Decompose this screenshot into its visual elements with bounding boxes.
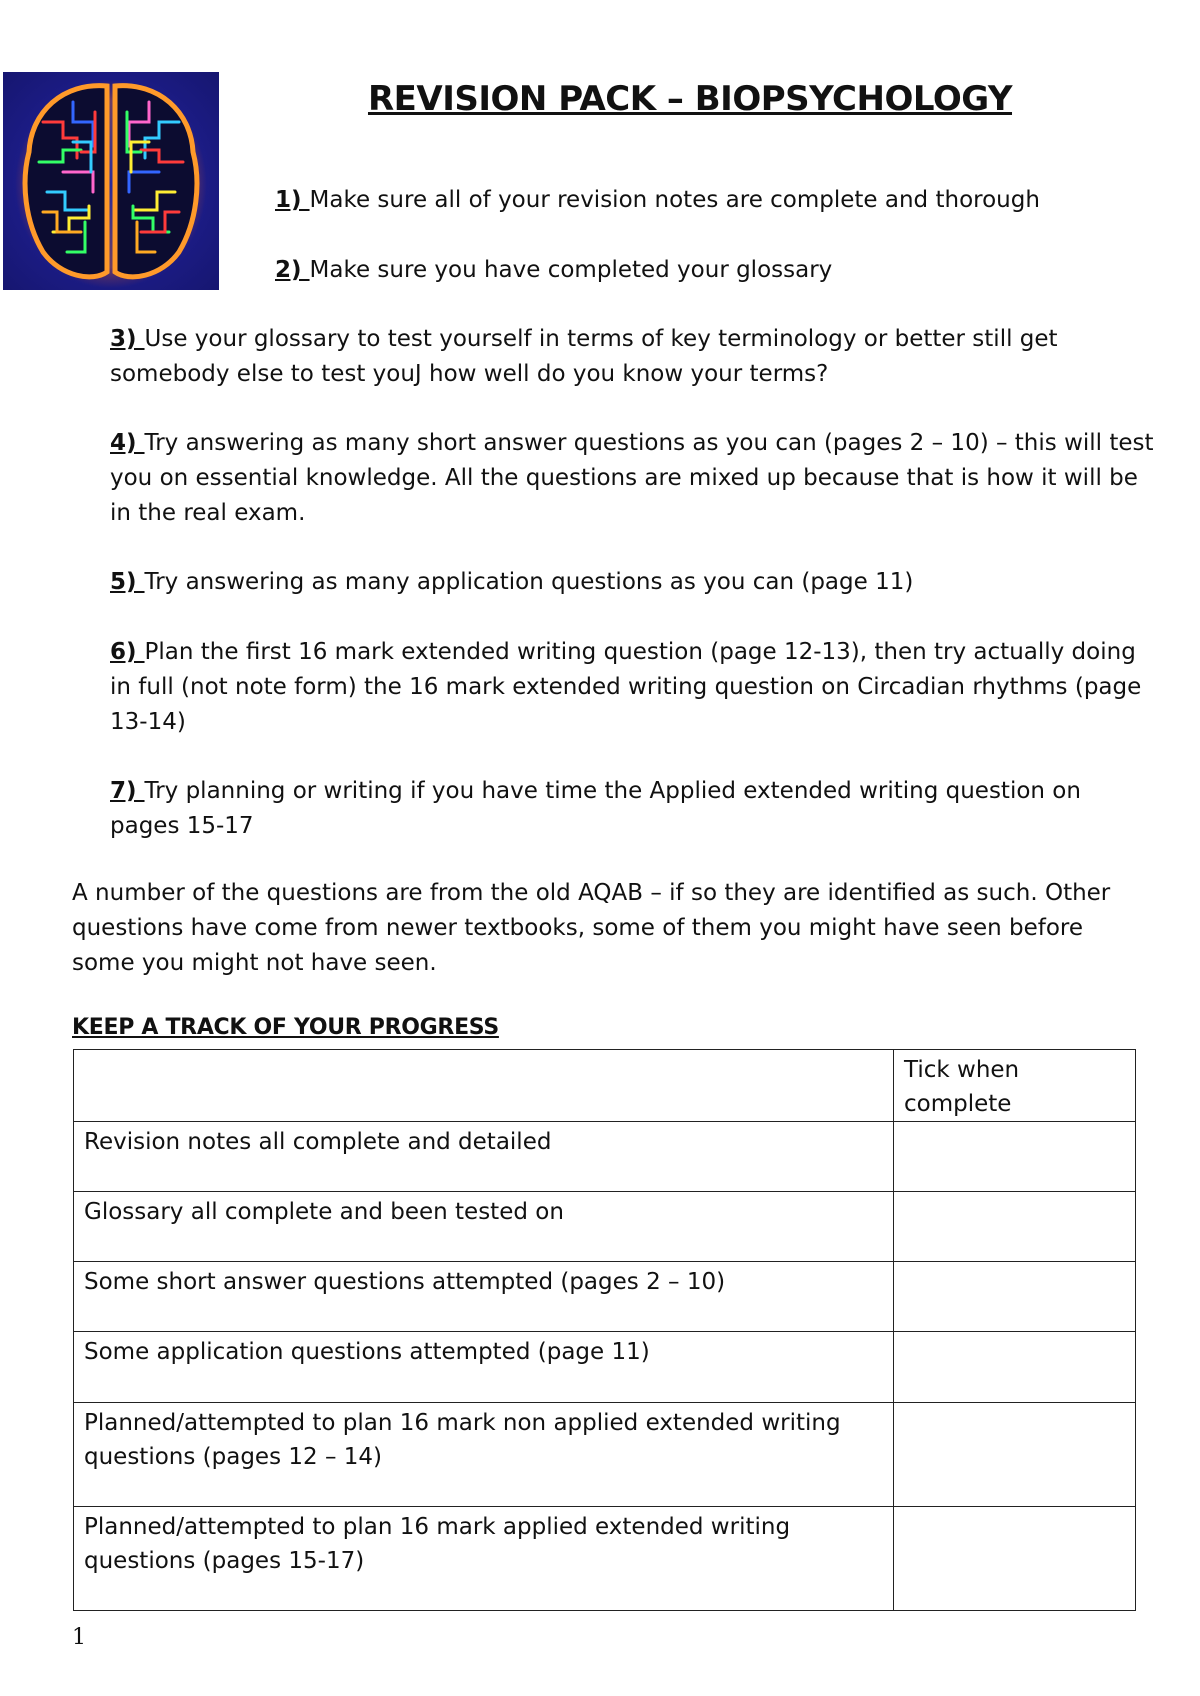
instruction-text: Make sure all of your revision notes are complete and thorough <box>309 187 1040 213</box>
instruction-text: Try answering as many application questions as you can (page 11) <box>144 569 914 595</box>
instruction-number: 1) <box>275 187 310 213</box>
note-paragraph: A number of the questions are from the old AQAB – if so they are identified as such. Other questions have come from newer textbooks, some of them you might have seen before some you might not have seen. <box>72 880 1111 976</box>
task-cell: Planned/attempted to plan 16 mark non applied extended writing questions (pages 12 – 14) <box>74 1403 894 1507</box>
table-row <box>74 1262 1136 1332</box>
task-cell: Revision notes all complete and detailed <box>74 1122 894 1192</box>
instruction-item-7 <box>110 774 1155 844</box>
tick-cell[interactable] <box>894 1332 1136 1403</box>
task-cell: Some application questions attempted (page 11) <box>74 1332 894 1403</box>
table-row <box>74 1403 1136 1507</box>
table-header-tick: Tick when complete <box>894 1050 1136 1122</box>
instruction-number: 4) <box>110 430 145 456</box>
brain-circuit-icon <box>3 72 219 290</box>
instruction-number: 7) <box>110 778 145 804</box>
tick-cell[interactable] <box>894 1507 1136 1611</box>
instruction-item-3 <box>110 322 1155 392</box>
instruction-text: Use your glossary to test yourself in terms of key terminology or better still get somebody else to test youJ how well do you know your terms? <box>110 326 1058 387</box>
table-row <box>74 1507 1136 1611</box>
instruction-text: Plan the first 16 mark extended writing question (page 12-13), then try actually doing in full (not note form) the 16 mark extended writing question on Circadian rhythms (page 13-14) <box>110 639 1142 735</box>
instruction-number: 2) <box>275 257 310 283</box>
instruction-item-1 <box>275 183 1155 218</box>
progress-heading: KEEP A TRACK OF YOUR PROGRESS <box>72 1015 499 1040</box>
progress-table <box>73 1049 1136 1611</box>
tick-cell[interactable] <box>894 1192 1136 1262</box>
instruction-text: Try planning or writing if you have time the Applied extended writing question on pages 15-17 <box>110 778 1081 839</box>
instruction-number: 6) <box>110 639 145 665</box>
instruction-text: Try answering as many short answer questions as you can (pages 2 – 10) – this will test you on essential knowledge. All the questions are mixed up because that is how it will be in the real exam. <box>110 430 1154 526</box>
instruction-number: 3) <box>110 326 145 352</box>
instruction-item-2 <box>275 253 1155 288</box>
tick-cell[interactable] <box>894 1262 1136 1332</box>
table-header-task <box>74 1050 894 1122</box>
instruction-text: Make sure you have completed your glossary <box>309 257 833 283</box>
task-cell: Some short answer questions attempted (pages 2 – 10) <box>74 1262 894 1332</box>
page-title: REVISION PACK – BIOPSYCHOLOGY <box>367 79 1013 119</box>
page-number: 1 <box>72 1625 86 1650</box>
table-header-row <box>74 1050 1136 1122</box>
tick-cell[interactable] <box>894 1403 1136 1507</box>
instruction-item-6 <box>110 635 1155 740</box>
instruction-number: 5) <box>110 569 145 595</box>
table-row <box>74 1192 1136 1262</box>
instruction-item-4 <box>110 426 1155 531</box>
tick-cell[interactable] <box>894 1122 1136 1192</box>
instruction-item-5 <box>110 565 1155 600</box>
task-cell: Planned/attempted to plan 16 mark applied extended writing questions (pages 15-17) <box>74 1507 894 1611</box>
table-row <box>74 1122 1136 1192</box>
table-row <box>74 1332 1136 1403</box>
task-cell: Glossary all complete and been tested on <box>74 1192 894 1262</box>
